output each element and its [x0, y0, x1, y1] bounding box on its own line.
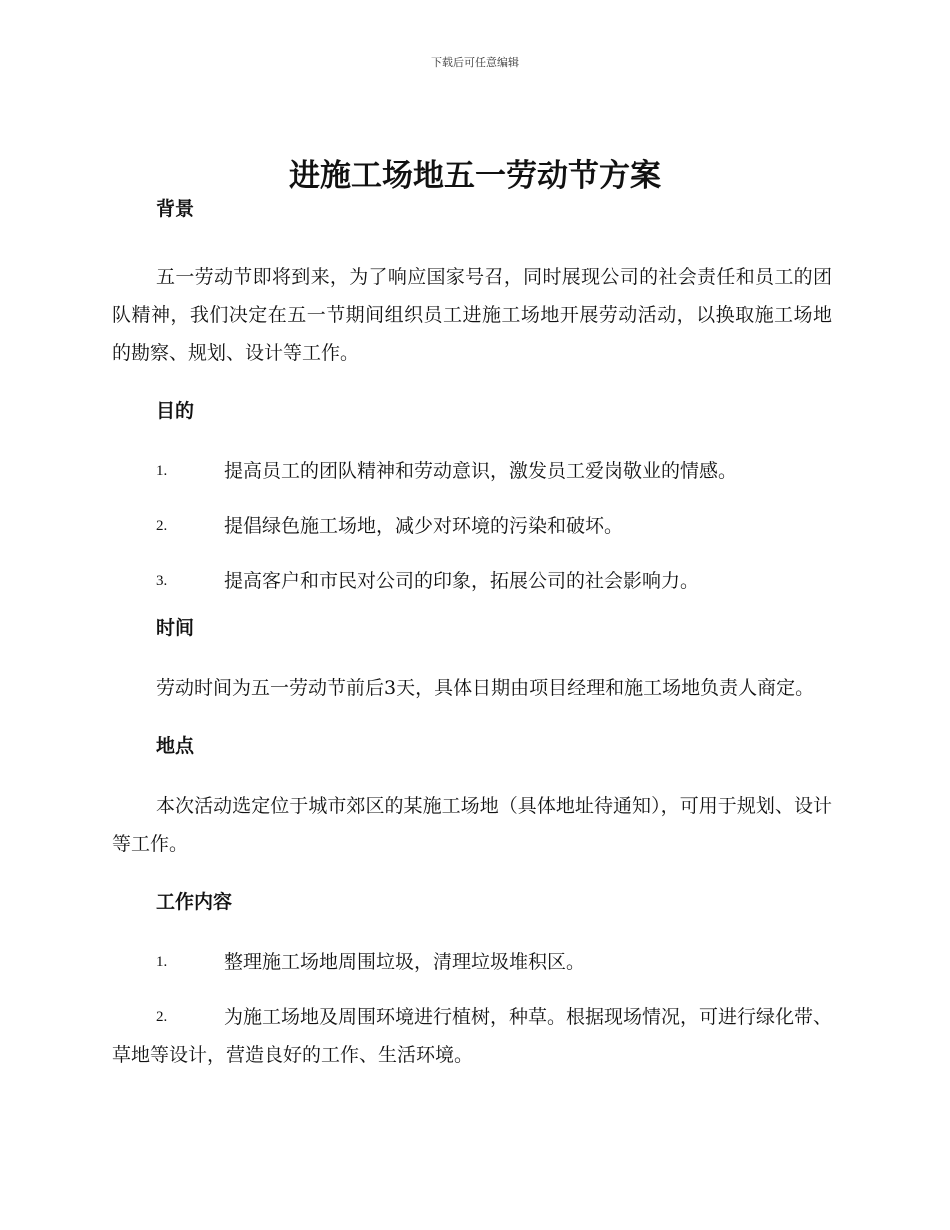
- list-item: [112, 562, 832, 600]
- list-text: 为施工场地及周围环境进行植树，种草。根据现场情况，可进行绿化带、草地等设计，营造良好的工作、生活环境。: [112, 1006, 833, 1066]
- section-heading-purpose: 目的: [156, 400, 195, 422]
- location-paragraph: 本次活动选定位于城市郊区的某施工场地（具体地址待通知），可用于规划、设计等工作。: [112, 795, 832, 855]
- header-note: 下载后可任意编辑: [431, 56, 519, 69]
- list-item: [112, 943, 832, 981]
- section-heading-time: 时间: [156, 617, 195, 639]
- background-paragraph: 五一劳动节即将到来，为了响应国家号召，同时展现公司的社会责任和员工的团队精神，我们决定在五一节期间组织员工进施工场地开展劳动活动，以换取施工场地的勘察、规划、设计等工作。: [112, 266, 832, 364]
- time-paragraph: 劳动时间为五一劳动节前后3天，具体日期由项目经理和施工场地负责人商定。: [156, 677, 815, 699]
- list-text: 提高客户和市民对公司的印象，拓展公司的社会影响力。: [224, 570, 700, 592]
- list-text: 提倡绿色施工场地，减少对环境的污染和破坏。: [224, 515, 624, 537]
- list-number: 2.: [156, 1009, 168, 1025]
- list-item: [112, 998, 832, 1074]
- section-heading-work: 工作内容: [156, 891, 233, 913]
- list-item: [112, 507, 832, 545]
- list-text: 整理施工场地周围垃圾，清理垃圾堆积区。: [224, 951, 586, 973]
- list-number: 2.: [156, 518, 168, 534]
- list-number: 1.: [156, 463, 168, 479]
- list-number: 1.: [156, 954, 168, 970]
- document-body: [112, 198, 832, 1074]
- section-heading-location: 地点: [156, 735, 195, 757]
- list-number: 3.: [156, 573, 168, 589]
- list-text: 提高员工的团队精神和劳动意识，激发员工爱岗敬业的情感。: [224, 460, 738, 482]
- section-heading-background: 背景: [156, 198, 195, 220]
- document-title: 进施工场地五一劳动节方案: [289, 158, 661, 194]
- list-item: [112, 452, 832, 490]
